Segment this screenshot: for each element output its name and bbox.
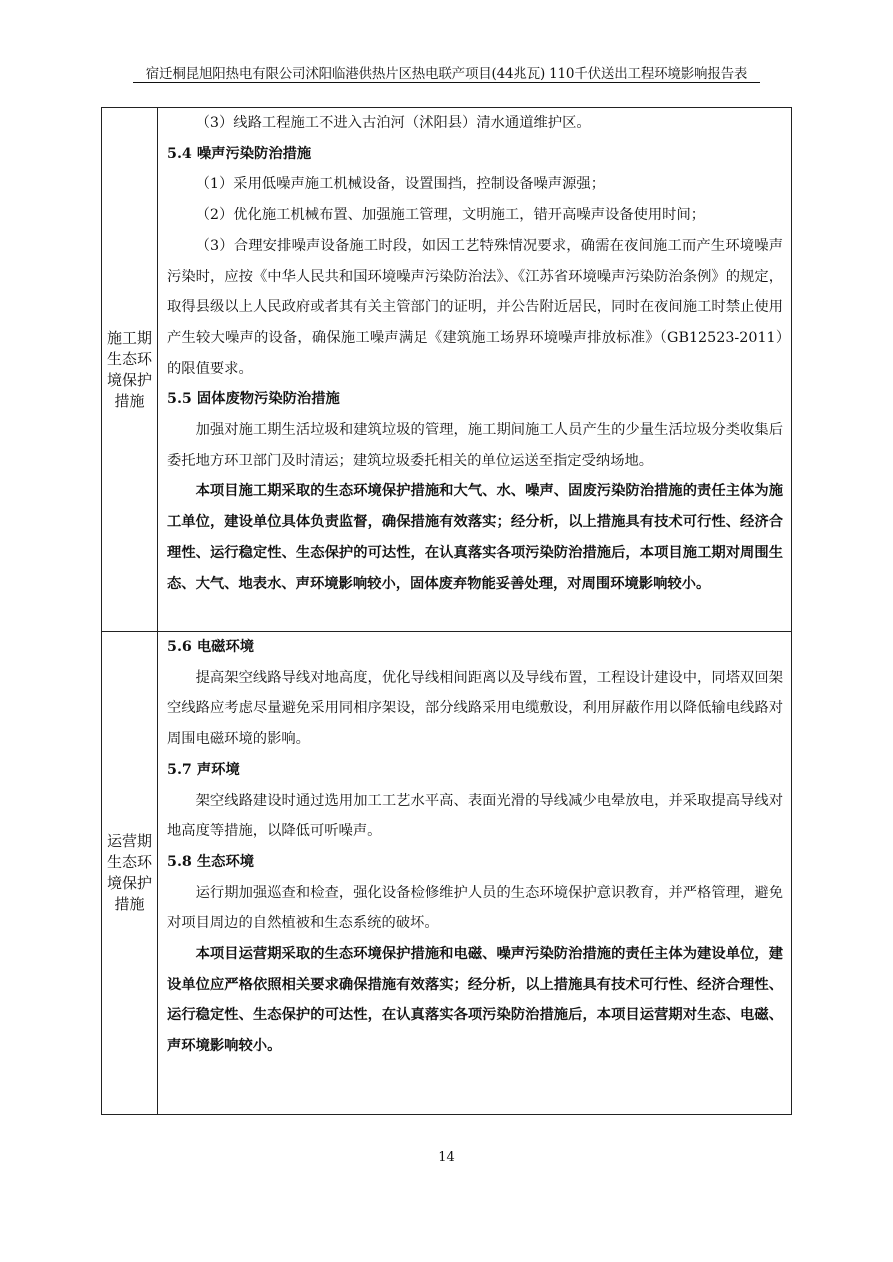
construction-label-cell	[102, 108, 158, 631]
section-heading: 5.5 固体废物污染防治措施	[167, 391, 340, 408]
section-heading: 5.8 生态环境	[167, 853, 255, 870]
paragraph: 加强对施工期生活垃圾和建筑垃圾的管理，施工期间施工人员产生的少量生活垃圾分类收集后委托地方环卫部门及时清运；建筑垃圾委托相关的单位运送至指定受纳场地。	[167, 422, 783, 469]
paragraph: 提高架空线路导线对地高度，优化导线相间距离以及导线布置，工程设计建设中，同塔双回架空线路应考虑尽量避免采用同相序架设，部分线路采用电缆敷设，利用屏蔽作用以降低输电线路对周围电磁环境的影响。	[167, 669, 783, 748]
paragraph: （2）优化施工机械布置、加强施工管理，文明施工，错开高噪声设备使用时间；	[195, 207, 706, 224]
page-header: 宿迁桐昆旭阳热电有限公司沭阳临港供热片区热电联产项目(44兆瓦) 110千伏送出工程环境影响报告表	[145, 66, 748, 82]
operation-content-cell	[158, 632, 791, 1114]
section-heading: 5.4 噪声污染防治措施	[167, 145, 312, 162]
page-number: 14	[438, 1150, 455, 1165]
construction-measures-table	[101, 107, 792, 632]
operation-label-cell	[102, 632, 158, 1114]
header-rule	[133, 82, 760, 83]
construction-content-cell	[158, 108, 791, 631]
paragraph: 本项目施工期采取的生态环境保护措施和大气、水、噪声、固废污染防治措施的责任主体为施工单位，建设单位具体负责监督，确保措施有效落实；经分析，以上措施具有技术可行性、经济合理性、运行稳定性、生态保护的可达性，在认真落实各项污染防治措施后，本项目施工期对周围生态、大气、地表水、声环境影响较小，固体废弃物能妥善处理，对周围环境影响较小。	[167, 483, 783, 592]
operation-label: 运营期生态环境保护措施	[106, 832, 152, 913]
paragraph: （3）合理安排噪声设备施工时段，如因工艺特殊情况要求，确需在夜间施工而产生环境噪声污染时，应按《中华人民共和国环境噪声污染防治法》、《江苏省环境噪声污染防治条例》的规定，取得县级以上人民政府或者其有关主管部门的证明，并公告附近居民，同时在夜间施工时禁止使用产生较大噪声的设备，确保施工噪声满足《建筑施工场界环境噪声排放标准》（GB12523-2011）的限值要求。	[167, 237, 783, 377]
paragraph: （1）采用低噪声施工机械设备，设置围挡，控制设备噪声源强；	[195, 176, 605, 193]
paragraph: 架空线路建设时通过选用加工工艺水平高、表面光滑的导线减少电晕放电，并采取提高导线对地高度等措施，以降低可听噪声。	[167, 792, 783, 840]
paragraph: （3）线路工程施工不进入古泊河（沭阳县）清水通道维护区。	[195, 115, 591, 131]
operation-measures-table	[101, 631, 792, 1115]
paragraph: 本项目运营期采取的生态环境保护措施和电磁、噪声污染防治措施的责任主体为建设单位，建设单位应严格依照相关要求确保措施有效落实；经分析，以上措施具有技术可行性、经济合理性、运行稳定性、生态保护的可达性，在认真落实各项污染防治措施后，本项目运营期对生态、电磁、声环境影响较小。	[167, 946, 783, 1055]
section-heading: 5.6 电磁环境	[167, 639, 255, 655]
construction-label: 施工期生态环境保护措施	[106, 328, 152, 410]
section-heading: 5.7 声环境	[167, 761, 240, 778]
paragraph: 运行期加强巡查和检查，强化设备检修维护人员的生态环境保护意识教育，并严格管理，避免对项目周边的自然植被和生态系统的破坏。	[167, 884, 783, 932]
